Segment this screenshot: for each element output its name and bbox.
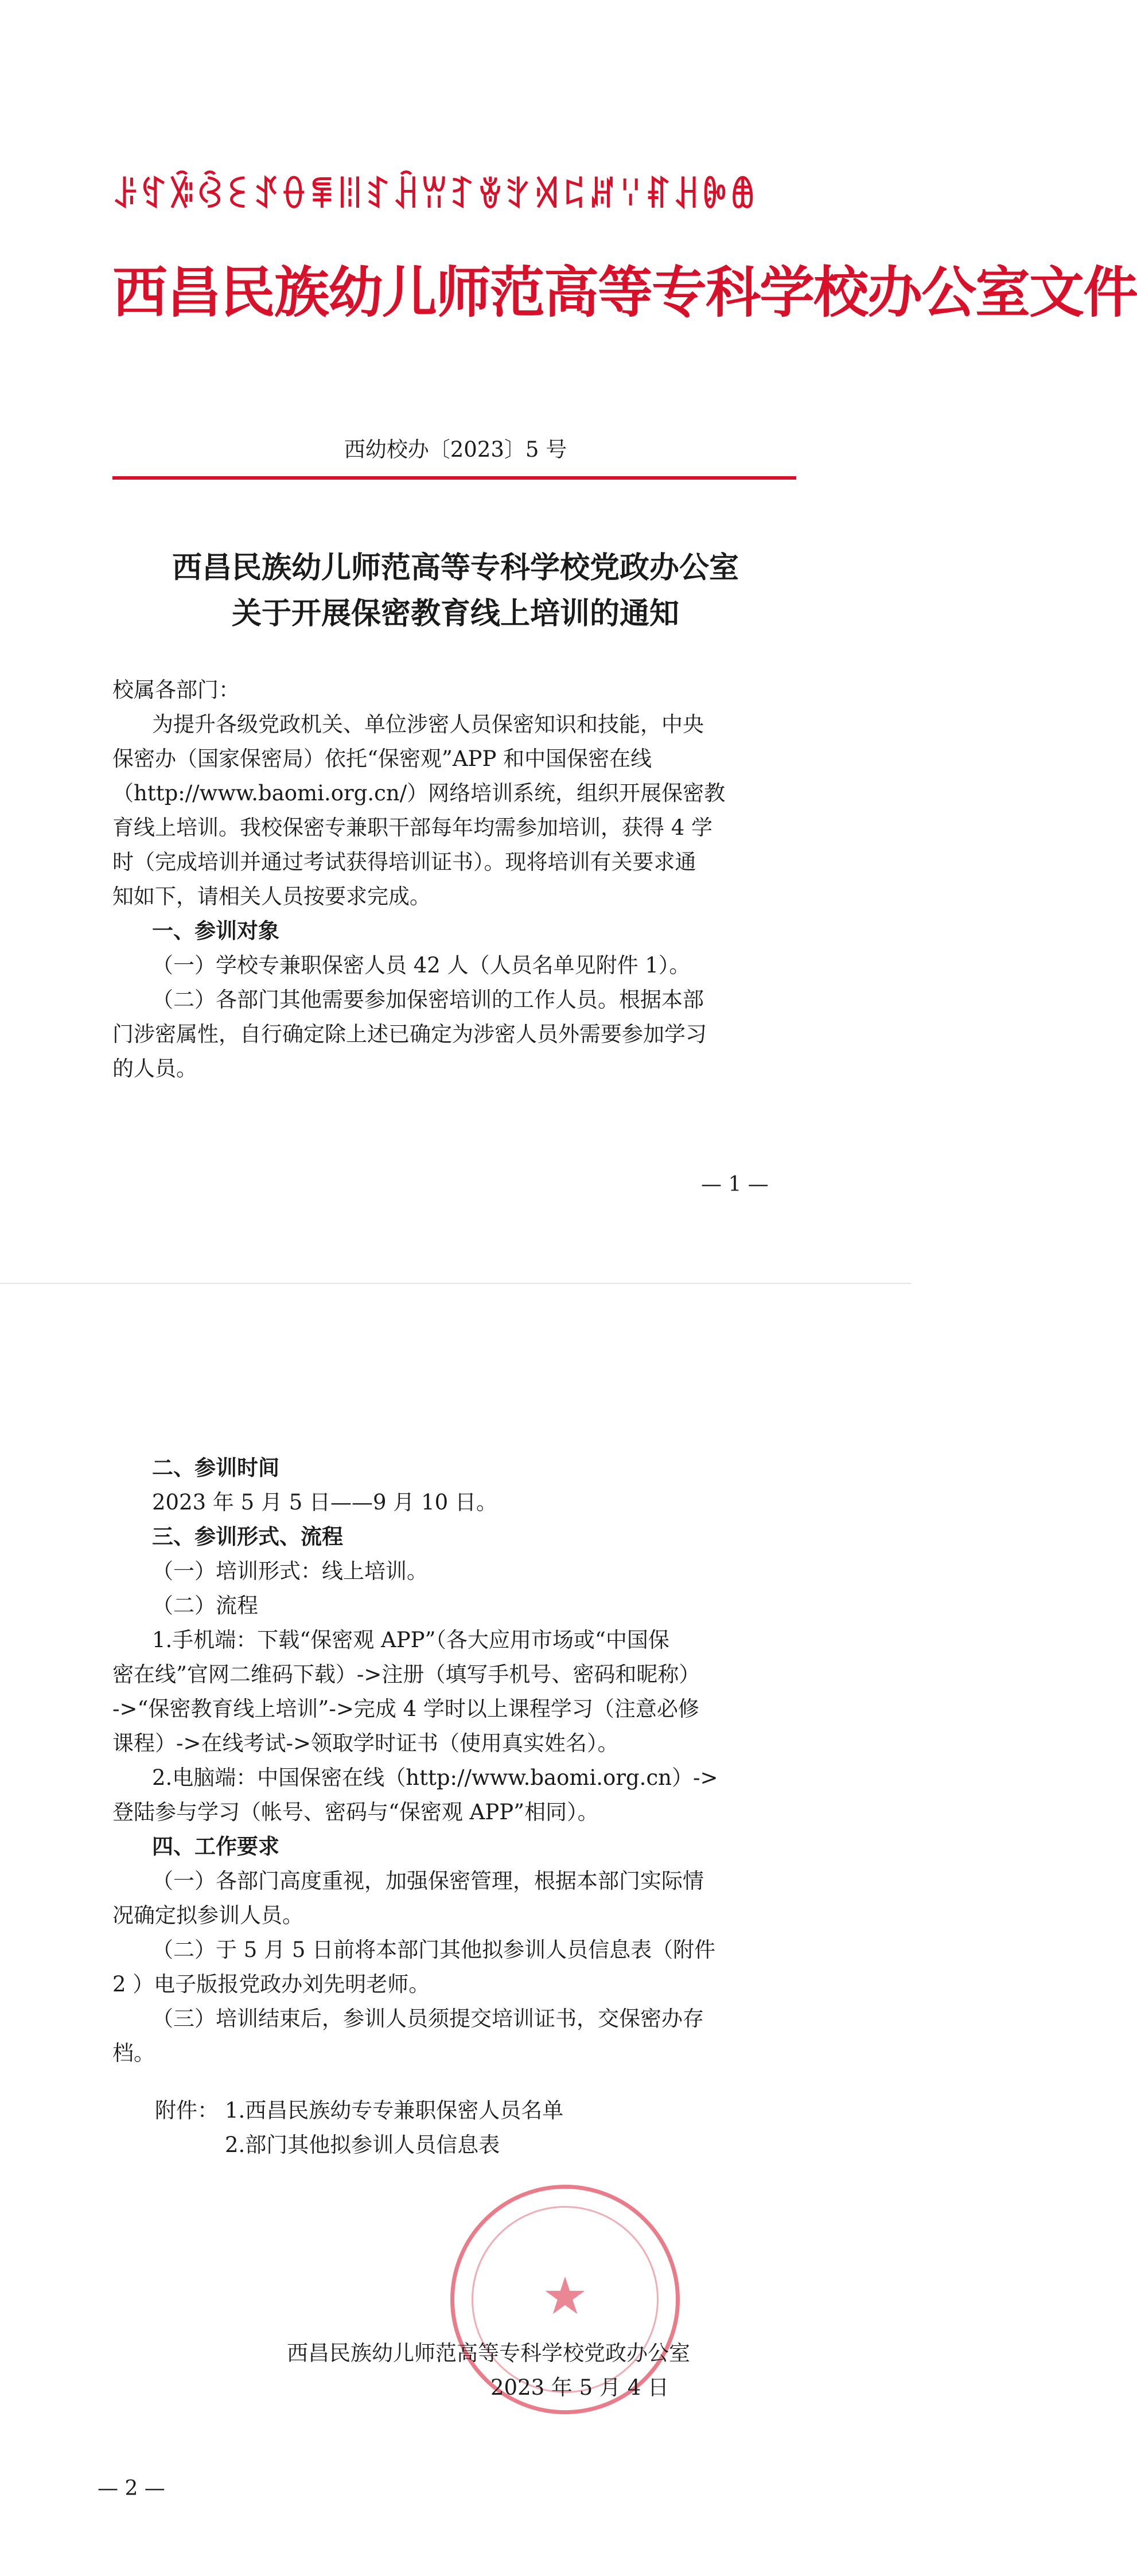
signature-organization: 西昌民族幼儿师范高等专科学校党政办公室 [287,2341,690,2365]
document-header-title: 西昌民族幼儿师范高等专科学校办公室文件 [112,260,1137,325]
notice-title-line-2: 关于开展保密教育线上培训的通知 [231,596,679,631]
salutation: 校属各部门： [112,678,240,702]
document-page-1 [0,0,1137,1284]
mobile-step-line: ->“保密教育线上培训”->完成 4 学时以上课程学习（注意必修 [112,1696,699,1721]
notice-title-line-1: 西昌民族幼儿师范高等专科学校党政办公室 [172,550,739,585]
requirement-2-line: （二）于 5 月 5 日前将本部门其他拟参训人员信息表（附件 [152,1937,716,1962]
intro-line: 知如下，请相关人员按要求完成。 [112,884,431,909]
pc-step-line: 登陆参与学习（帐号、密码与“保密观 APP”相同）。 [112,1800,599,1824]
page-number-1: — 1 — [701,1173,769,1196]
requirement-3-line: （三）培训结束后，参训人员须提交培训证书，交保密办存 [152,2006,704,2031]
pc-step-line: 2.电脑端：中国保密在线（http://www.baomi.org.cn）-> [152,1765,718,1790]
requirement-1-line: （一）各部门高度重视，加强保密管理，根据本部门实际情 [152,1869,704,1893]
requirement-1-line: 况确定拟参训人员。 [112,1903,303,1928]
list-item-1: （一）学校专兼职保密人员 42 人（人员名单见附件 1）。 [152,953,691,978]
training-dates: 2023 年 5 月 5 日——9 月 10 日。 [152,1490,497,1515]
intro-line: （http://www.baomi.org.cn/）网络培训系统，组织开展保密教 [112,781,726,806]
yi-script-header: ꌠꉐꋙꃲꏂꀋꂷꁉꈨꆏꃄꀕꆈꎴꇬꄉꁊꏦꈌꐥꃅꐊꇊ [112,176,758,216]
mobile-step-line: 1.手机端：下载“保密观 APP”（各大应用市场或“中国保 [152,1628,669,1652]
list-item-2-line: （二）各部门其他需要参加保密培训的工作人员。根据本部 [152,987,704,1012]
mobile-step-line: 课程）->在线考试->领取学时证书（使用真实姓名）。 [112,1731,619,1756]
intro-line: 为提升各级党政机关、单位涉密人员保密知识和技能，中央 [152,712,704,737]
seal-star-icon: ★ [542,2266,589,2326]
section-heading-3: 三、参训形式、流程 [152,1524,343,1549]
intro-line: 时（完成培训并通过考试获得培训证书）。现将培训有关要求通 [112,850,696,874]
page-number-2: — 2 — [98,2477,165,2500]
attachment-item: 1.西昌民族幼专专兼职保密人员名单 [225,2098,564,2123]
section-heading-2: 二、参训时间 [152,1456,279,1480]
intro-line: 保密办（国家保密局）依托“保密观”APP 和中国保密在线 [112,746,652,771]
signature-date: 2023 年 5 月 4 日 [490,2375,669,2400]
section-heading-1: 一、参训对象 [152,919,279,943]
requirement-3-line: 档。 [112,2041,155,2065]
intro-line: 育线上培训。我校保密专兼职干部每年均需参加培训，获得 4 学 [112,815,713,840]
document-number: 西幼校办〔2023〕5 号 [344,437,567,462]
section-heading-4: 四、工作要求 [152,1834,279,1859]
requirement-2-line: 2 ）电子版报党政办刘先明老师。 [112,1972,430,1997]
mobile-step-line: 密在线”官网二维码下载）->注册（填写手机号、密码和昵称） [112,1662,700,1687]
list-item-2-line: 的人员。 [112,1056,197,1081]
document-page-2 [0,1284,911,2576]
list-item-2-line: 门涉密属性，自行确定除上述已确定为涉密人员外需要参加学习 [112,1022,707,1046]
attachment-item: 2.部门其他拟参训人员信息表 [225,2133,500,2157]
attachment-label: 附件： [155,2098,219,2123]
process-heading: （二）流程 [152,1593,258,1618]
red-divider [112,476,796,480]
training-form: （一）培训形式：线上培训。 [152,1559,428,1583]
